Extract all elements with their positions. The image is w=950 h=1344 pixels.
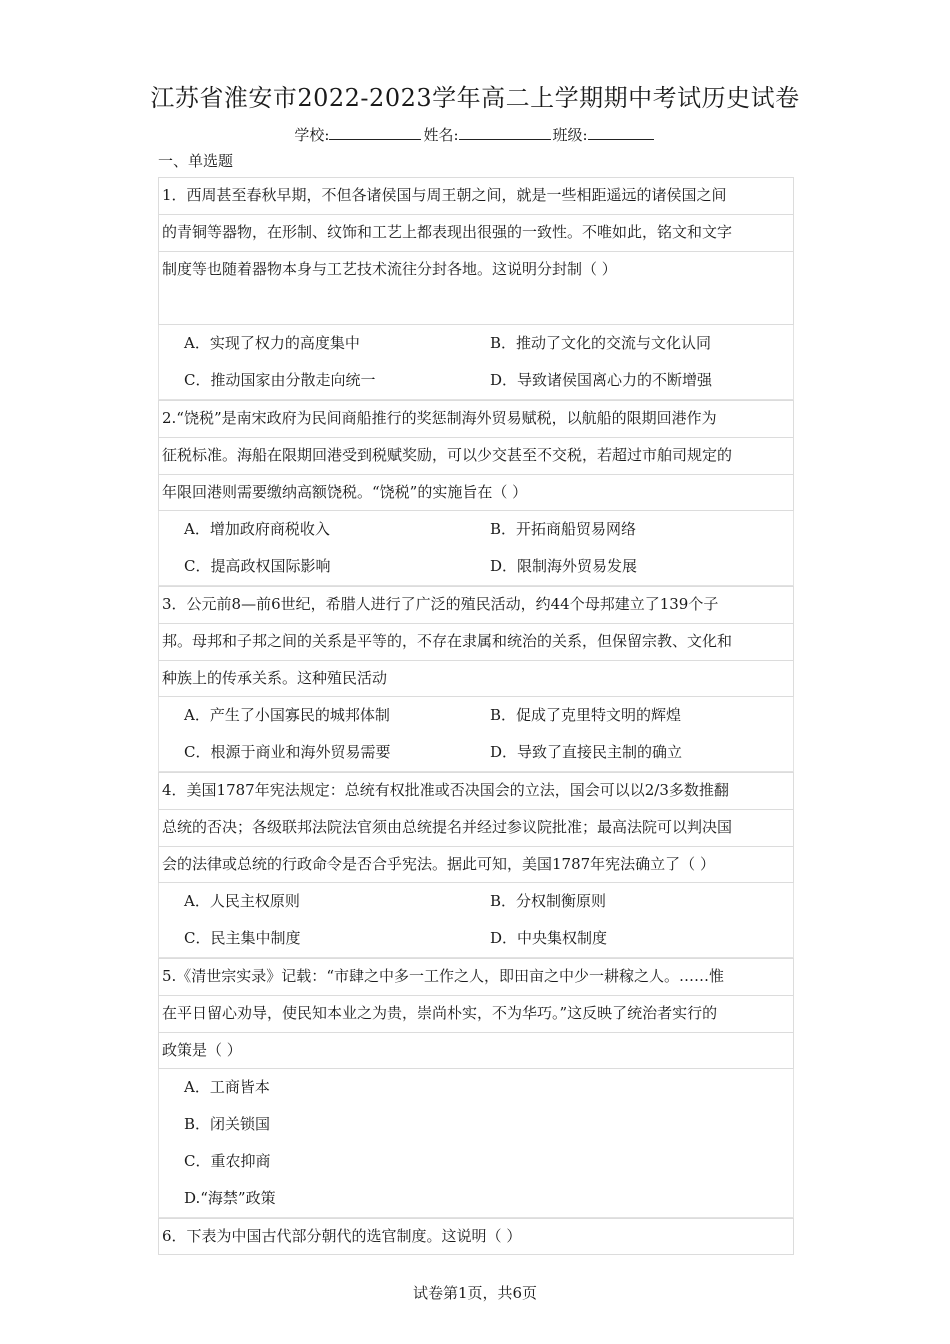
question-line: 种族上的传承关系。这种殖民活动 <box>158 660 794 697</box>
question-line: 5.《清世宗实录》记载：“市肆之中多一工作之人，即田亩之中少一耕稼之人。……惟 <box>158 958 794 995</box>
class-label: 班级: <box>552 126 588 144</box>
option-c[interactable]: C．根源于商业和海外贸易需要 <box>184 743 391 761</box>
option-d[interactable]: D．导致了直接民主制的确立 <box>490 743 683 761</box>
option-a[interactable]: A．人民主权原则 <box>184 892 300 910</box>
option-b[interactable]: B．分权制衡原则 <box>490 892 607 910</box>
question-6 <box>158 1218 794 1255</box>
question-line: 制度等也随着器物本身与工艺技术流往分封各地。这说明分封制（ ） <box>158 251 794 288</box>
question-4 <box>158 772 794 958</box>
question-line: 总统的否决；各级联邦法院法官须由总统提名并经过参议院批准；最高法院可以判决国 <box>158 809 794 846</box>
question-line: 在平日留心劝导，使民知本业之为贵，崇尚朴实，不为华巧。”这反映了统治者实行的 <box>158 995 794 1032</box>
option-d[interactable]: D．中央集权制度 <box>490 929 608 947</box>
question-line: 1．西周甚至春秋早期，不但各诸侯国与周王朝之间，就是一些相距遥远的诸侯国之间 <box>158 177 794 214</box>
question-line: 政策是（ ） <box>158 1032 794 1069</box>
option-c[interactable]: C．推动国家由分散走向统一 <box>184 371 376 389</box>
options <box>158 883 794 958</box>
school-label: 学校: <box>294 126 330 144</box>
option-b[interactable]: B．闭关锁国 <box>184 1115 271 1133</box>
question-2 <box>158 400 794 586</box>
question-line: 会的法律或总统的行政命令是否合乎宪法。据此可知，美国1787年宪法确立了（ ） <box>158 846 794 883</box>
student-info-line <box>0 124 950 145</box>
option-d[interactable]: D．限制海外贸易发展 <box>490 557 638 575</box>
option-b[interactable]: B．推动了文化的交流与文化认同 <box>490 334 712 352</box>
question-line: 2.“饶税”是南宋政府为民间商船推行的奖惩制海外贸易赋税，以航船的限期回港作为 <box>158 400 794 437</box>
options <box>158 697 794 772</box>
question-line: 3．公元前8—前6世纪，希腊人进行了广泛的殖民活动，约44个母邦建立了139个子 <box>158 586 794 623</box>
question-line: 6．下表为中国古代部分朝代的选官制度。这说明（ ） <box>158 1218 794 1255</box>
option-a[interactable]: A．增加政府商税收入 <box>184 520 330 538</box>
option-b[interactable]: B．开拓商船贸易网络 <box>490 520 637 538</box>
option-c[interactable]: C．重农抑商 <box>184 1152 271 1170</box>
question-1 <box>158 177 794 400</box>
question-list <box>158 177 794 1255</box>
option-d[interactable]: D.“海禁”政策 <box>184 1189 276 1207</box>
option-d[interactable]: D．导致诸侯国离心力的不断增强 <box>490 371 713 389</box>
name-blank <box>459 125 551 140</box>
options <box>158 325 794 400</box>
option-c[interactable]: C．民主集中制度 <box>184 929 301 947</box>
question-line: 4．美国1787年宪法规定：总统有权批准或否决国会的立法，国会可以以2/3多数推翻 <box>158 772 794 809</box>
option-a[interactable]: A．产生了小国寡民的城邦体制 <box>184 706 390 724</box>
answer-space <box>158 288 794 325</box>
page-title: 江苏省淮安市2022-2023学年高二上学期期中考试历史试卷 <box>150 84 800 112</box>
option-a[interactable]: A．工商皆本 <box>184 1078 270 1096</box>
page-footer: 试卷第1页，共6页 <box>412 1284 538 1302</box>
section-title: 一、单选题 <box>158 152 234 170</box>
name-label: 姓名: <box>423 126 459 144</box>
option-c[interactable]: C．提高政权国际影响 <box>184 557 331 575</box>
options <box>158 1069 794 1218</box>
class-blank <box>588 125 654 140</box>
question-line: 征税标准。海船在限期回港受到税赋奖励，可以少交甚至不交税，若超过市舶司规定的 <box>158 437 794 474</box>
question-line: 邦。母邦和子邦之间的关系是平等的，不存在隶属和统治的关系，但保留宗教、文化和 <box>158 623 794 660</box>
options <box>158 511 794 586</box>
question-5 <box>158 958 794 1218</box>
option-a[interactable]: A．实现了权力的高度集中 <box>184 334 360 352</box>
question-line: 的青铜等器物，在形制、纹饰和工艺上都表现出很强的一致性。不唯如此，铭文和文字 <box>158 214 794 251</box>
school-blank <box>329 125 421 140</box>
question-3 <box>158 586 794 772</box>
option-b[interactable]: B．促成了克里特文明的辉煌 <box>490 706 682 724</box>
question-line: 年限回港则需要缴纳高额饶税。“饶税”的实施旨在（ ） <box>158 474 794 511</box>
